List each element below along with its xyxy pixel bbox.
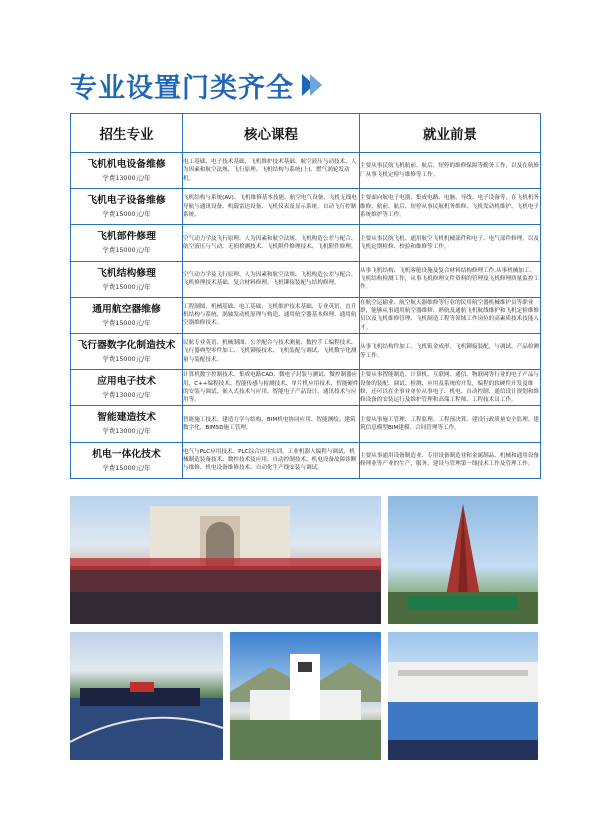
campus-building-illustration [70, 496, 381, 624]
gate-illustration [230, 632, 381, 760]
table-header-row [71, 114, 541, 153]
major-fee: 学费13000元/年 [102, 174, 151, 183]
core-courses: 计算机数字控制技术、集成电路CAD、微电子封装与测试、微控制器应用、C++编程技术、智能传感与检测技术、单片机应用技术、智能硬件的安装与调试、嵌入式技术与应用、智能电子产品设计、通讯技术与应用等。 [183, 370, 360, 406]
core-courses: 空气动力学及飞行原理、人为因素和航空法规、飞机构造公差与配合、航空液压与气动、无损检测技术、飞机附件修理技术、飞机附件修理。 [183, 225, 360, 261]
career-prospects: 在航空运输业、航空航天器维修等行业的民用航空器机械维护员等职业群，能够从事通用航空器维修、熟航及通航飞机航线维护和飞机定检维修员以及飞机维修管理、飞机制造工程等领域工作岗位的高素质技术技能人才。 [360, 297, 541, 333]
major-fee: 学费15000元/年 [102, 282, 151, 291]
photo-students-group [388, 632, 538, 760]
major-cell [71, 333, 183, 369]
header-major: 招生专业 [71, 114, 183, 153]
career-prospects: 主要从事民航飞机、通用航空飞机机械部件和电子、电气部件修理，以及飞机定期检修、校验和维修等工作。 [360, 225, 541, 261]
photo-graduation-group [70, 496, 381, 624]
major-name: 飞机结构修理 [97, 267, 156, 279]
table-row [71, 153, 541, 189]
major-cell [71, 225, 183, 261]
title-block [70, 64, 324, 106]
major-fee: 学费15000元/年 [102, 463, 151, 472]
career-prospects: 主要从事民航飞机航前、航后、短停的维修保障等勤务工作，以及在航修厂从事飞机定检与维修等工作。 [360, 153, 541, 189]
students-illustration [388, 632, 538, 760]
table-row [71, 297, 541, 333]
major-cell [71, 442, 183, 478]
major-name: 飞行器数字化制造技术 [77, 340, 176, 352]
core-courses: 电气与PLC应用技术、PLC综合应用实训、工业机器人编程与调试、机械制造装备技术、数控技术及应用、自动控制技术、机电设备故障诊断与维修、机电设备维修技术、自动化生产线安装与调试。 [183, 442, 360, 478]
major-cell [71, 153, 183, 189]
major-cell [71, 189, 183, 225]
career-prospects: 主要从事智能制造、计算机、互联网、通信、物联网等行业的电子产品与设备的装配、调试、检测、应用及系统的开发，编程的软硬件开发及维修，还可以在企事业单位从事电子、机电、自动控制、通信设计规划和维修设备的安装运行及维护管理和高端工程师、工程技术员工作。 [360, 370, 541, 406]
core-courses: 空气动力学及飞行原理、人为因素和航空法规、飞机构造公差与配合、飞机修理技术基础、复合材料修理、飞机铆接装配与结构修理。 [183, 261, 360, 297]
header-career: 就业前景 [360, 114, 541, 153]
table-row [71, 261, 541, 297]
major-fee: 学费15000元/年 [102, 246, 151, 255]
table-row [71, 442, 541, 478]
major-fee: 学费13000元/年 [102, 391, 151, 400]
career-prospects: 主要从事通用设备制造业、专用设备制造业和金属制品、机械和通用设备修理业等产业的生产、服务、建设与管理第一线技术工作及管理工作。 [360, 442, 541, 478]
table-row [71, 333, 541, 369]
major-cell [71, 297, 183, 333]
major-name: 飞机部件修理 [97, 231, 156, 243]
major-name: 智能建造技术 [97, 412, 156, 424]
major-cell [71, 406, 183, 442]
major-name: 飞机电子设备维修 [87, 195, 166, 207]
page-title: 专业设置门类齐全 [70, 72, 294, 104]
major-fee: 学费15000元/年 [102, 318, 151, 327]
core-courses: 工程制图、机械基础、电工基础、飞机维护技术基础、专业英语、直升机结构与系统、涡轴发动机原理与构造、通用航空器基本修理、通用航空器维修技术。 [183, 297, 360, 333]
arrow-right-icon [300, 71, 324, 99]
table-row [71, 370, 541, 406]
photo-parade-track [70, 632, 223, 760]
core-courses: 民航专业英语、机械制图、公差配合与技术测量、数控手工编程技术、飞行器典型零件加工、飞机铆接技术、飞机装配与调试、飞机数字化测量与装配技术。 [183, 333, 360, 369]
header-courses: 核心课程 [183, 114, 360, 153]
major-cell [71, 261, 183, 297]
major-name: 应用电子技术 [97, 376, 156, 388]
career-prospects: 从事飞机结构、飞机客舱设施及复合材料结构修理工作,从事机械加工、飞机结构检测工作，从事飞机修理文件资料的管理及飞机修理质量监控工作。 [360, 261, 541, 297]
major-name: 通用航空器维修 [92, 303, 161, 315]
major-name: 机电一体化技术 [92, 448, 161, 460]
core-courses: 电工基础、电子技术基础、飞机维护技术基础、航空液压与动技术、人为因素和航空法规、飞行原理、飞机结构与系统(上)、燃气涡轮发动机。 [183, 153, 360, 189]
major-fee: 学费15000元/年 [102, 210, 151, 219]
core-courses: 飞机结构与系统(AV)、飞机维修基本技能、航空电气设备、飞机无线电导航与通讯设备、机载雷达设备、飞机仪表及显示系统、自动飞行控制系统。 [183, 189, 360, 225]
monument-illustration [388, 496, 538, 624]
major-cell [71, 370, 183, 406]
career-prospects: 从事飞机结构件加工、飞机钣金成形、飞机铆接装配、与调试、产品检测等工作。 [360, 333, 541, 369]
photo-monument-group [388, 496, 538, 624]
table-row [71, 225, 541, 261]
majors-table [70, 113, 541, 479]
major-name: 飞机机电设备维修 [87, 159, 166, 171]
parade-illustration [70, 632, 223, 760]
career-prospects: 主要面向航电子电器、集成电路、电脑、导线、电子设备等，在飞机机务维修、航前、航后、短停从事民航机务维修、飞机发动机维护、飞机电子系统维护等工作。 [360, 189, 541, 225]
major-fee: 学费15000元/年 [102, 355, 151, 364]
career-prospects: 主要从事施工管理、工程监理、工程预决算、建设行政质量安全监理、建筑信息模型BIM建模、合同管理等工作。 [360, 406, 541, 442]
table-row [71, 189, 541, 225]
photo-campus-gate [230, 632, 381, 760]
core-courses: 智能施工技术、建造力学与结构、BIM机电协同应用、智能测绘、建筑数字化、BIM5D施工管理。 [183, 406, 360, 442]
table-row [71, 406, 541, 442]
major-fee: 学费13000元/年 [102, 427, 151, 436]
